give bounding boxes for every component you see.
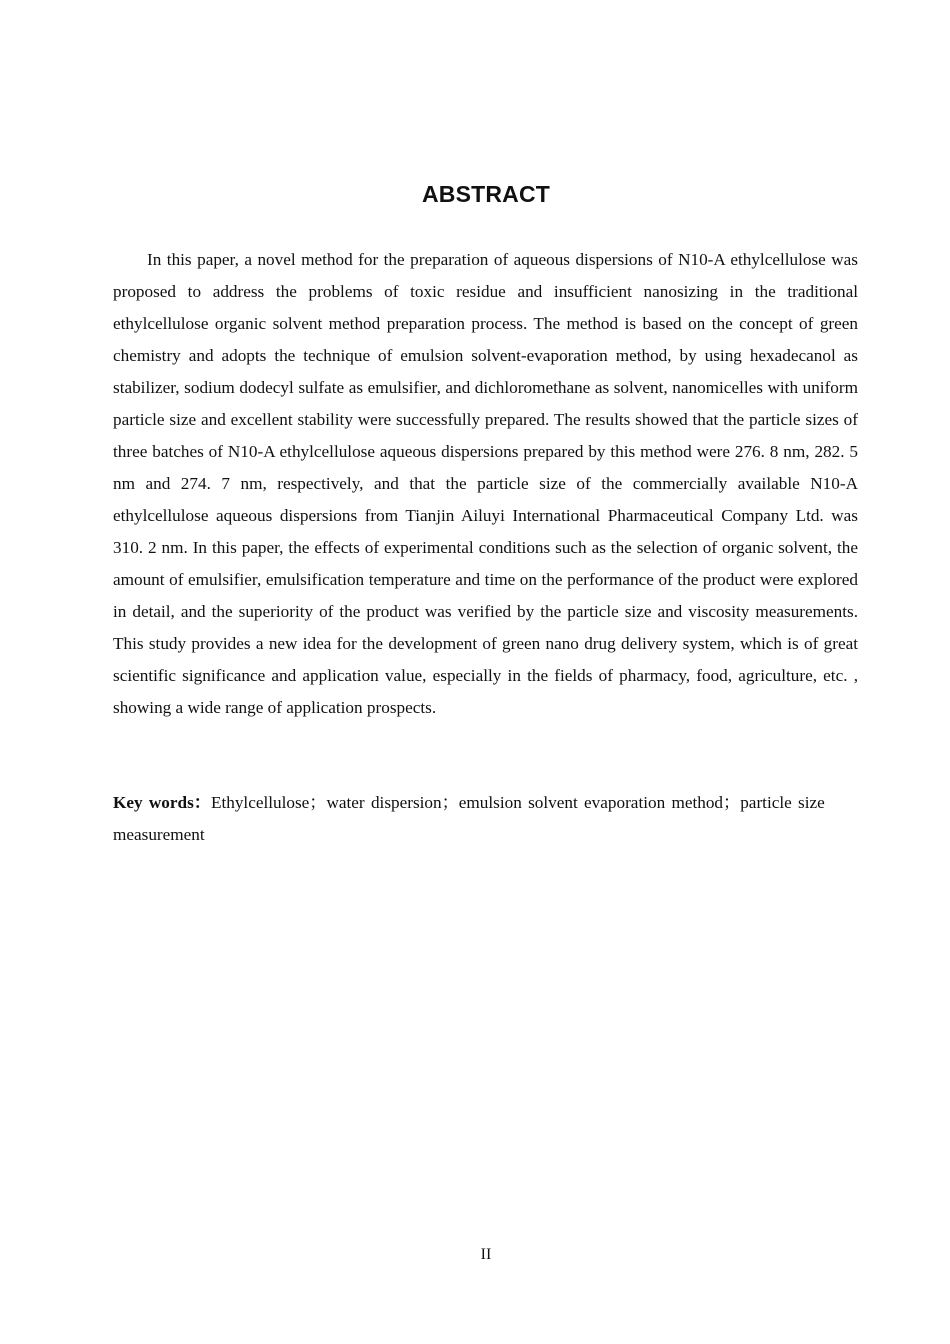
keywords-label: Key words： bbox=[113, 793, 211, 812]
page-number: II bbox=[480, 1246, 492, 1263]
keywords-list: Ethylcellulose；water dispersion；emulsion solvent evaporation method；particle size measurement bbox=[113, 793, 825, 844]
keywords-line bbox=[113, 787, 833, 851]
abstract-body: In this paper, a novel method for the preparation of aqueous dispersions of N10-A ethylcellulose was proposed to address the problems of toxic residue and insufficient nanosizing in the traditional ethylcellulose organic solvent method preparation process. The method is based on the concept of green chemistry and adopts the technique of emulsion solvent-evaporation method, by using hexadecanol as stabilizer, sodium dodecyl sulfate as emulsifier, and dichloromethane as solvent, nanomicelles with uniform particle size and excellent stability were successfully prepared. The results showed that the particle sizes of three batches of N10-A ethylcellulose aqueous dispersions prepared by this method were 276. 8 nm, 282. 5 nm and 274. 7 nm, respectively, and that the particle size of the commercially available N10-A ethylcellulose aqueous dispersions from Tianjin Ailuyi International Pharmaceutical Company Ltd. was 310. 2 nm. In this paper, the effects of experimental conditions such as the selection of organic solvent, the amount of emulsifier, emulsification temperature and time on the performance of the product were explored in detail, and the superiority of the product was verified by the particle size and viscosity measurements. This study provides a new idea for the development of green nano drug delivery system, which is of great scientific significance and application value, especially in the fields of pharmacy, food, agriculture, etc. , showing a wide range of application prospects. bbox=[113, 250, 858, 717]
abstract-title: ABSTRACT bbox=[421, 181, 551, 207]
